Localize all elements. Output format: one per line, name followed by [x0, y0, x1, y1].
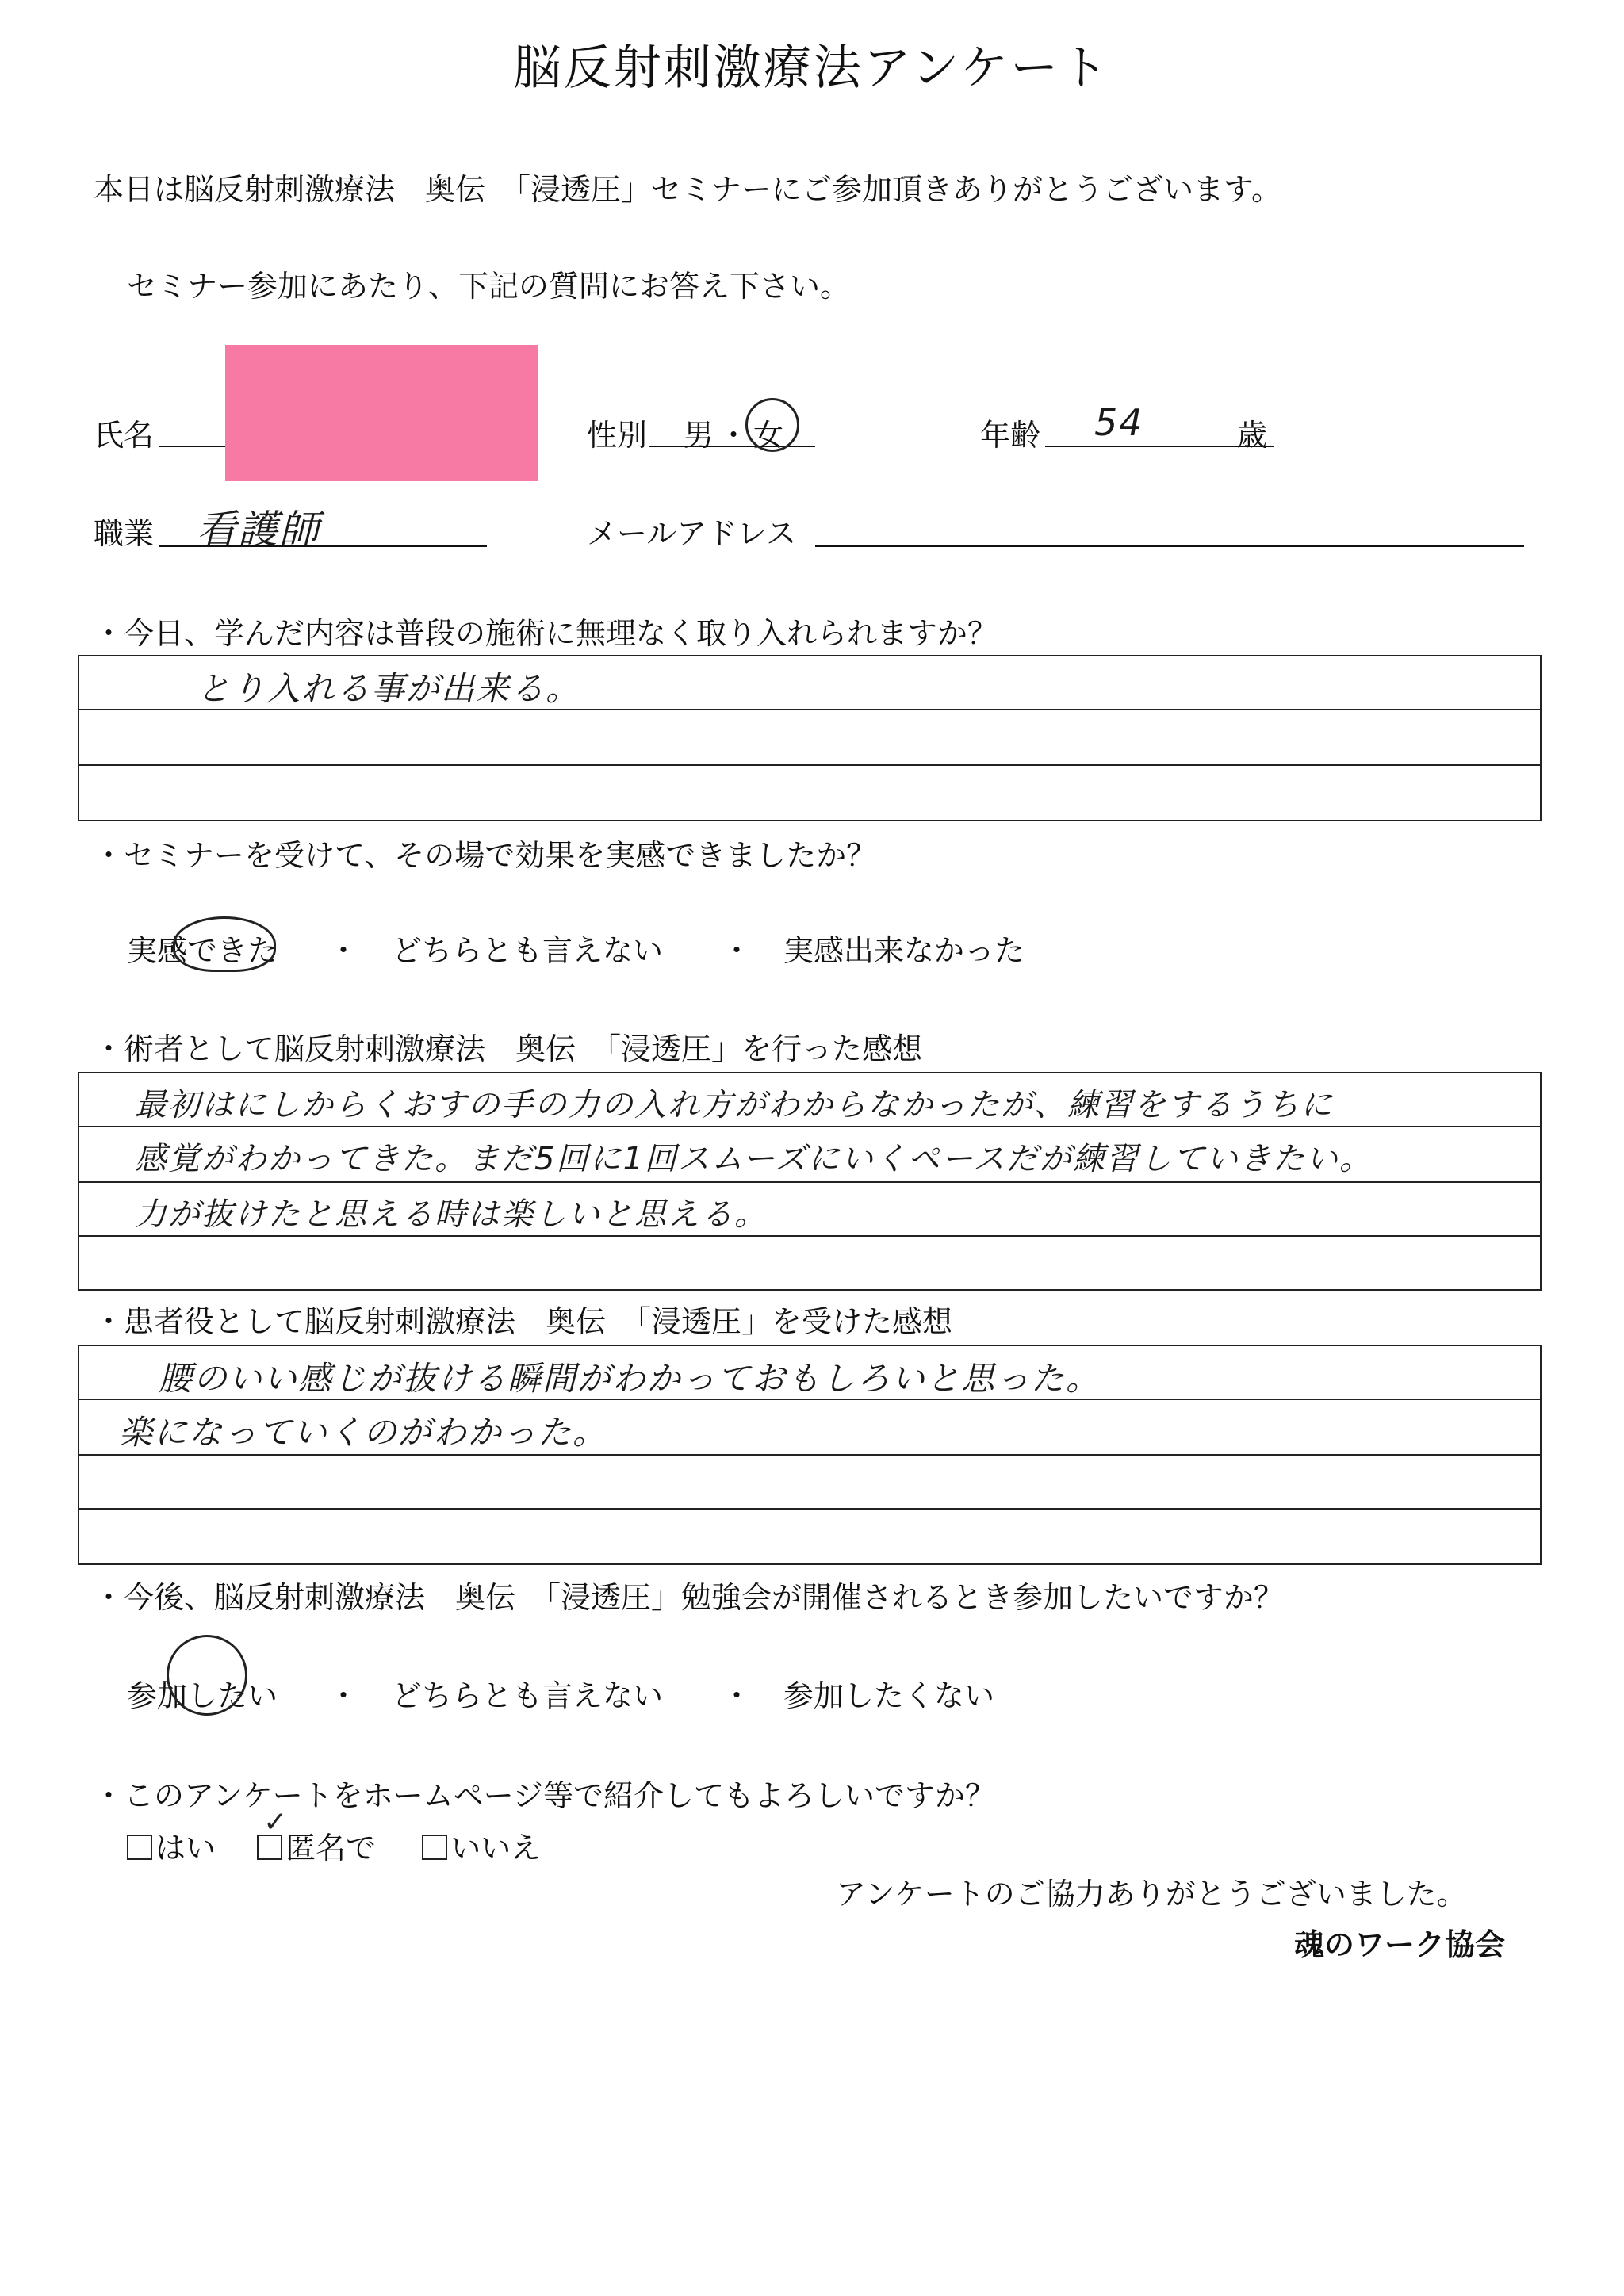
gender-options: 男・女 — [684, 418, 789, 453]
q2-option-3: 実感出来なかった — [783, 933, 1025, 968]
q2-selected-circle — [173, 916, 276, 972]
q5-option-1: 参加したい — [127, 1678, 278, 1713]
email-label: メールアドレス — [587, 516, 797, 551]
age-value: 54 — [1094, 401, 1144, 444]
q5-option-2: どちらとも言えない — [392, 1678, 664, 1713]
q4-question: ・患者役として脳反射刺激療法 奥伝 「浸透圧」を受けた感想 — [94, 1304, 953, 1339]
gender-underline — [649, 446, 815, 447]
q2-separator-1: ・ — [328, 933, 359, 968]
q2-question: ・セミナーを受けて、その場で効果を実感できましたか？ — [94, 838, 877, 873]
q1-answer-box — [78, 655, 1542, 821]
closing-thanks: アンケートのご協力ありがとうございました。 — [836, 1877, 1467, 1911]
q3-answer-line-3: 力が抜けたと思える時は楽しいと思える。 — [135, 1196, 768, 1233]
check-mark-icon: ✓ — [263, 1806, 288, 1839]
organization-name: 魂のワーク協会 — [1294, 1927, 1506, 1962]
name-label: 氏名 — [94, 418, 155, 453]
q3-answer-line-1: 最初はにしからくおすの手の力の入れ方がわからなかったが、練習をするうちに — [135, 1087, 1334, 1123]
q1-rule — [79, 764, 1540, 766]
page-title: 脳反射刺激療法アンケート — [513, 40, 1111, 96]
q5-separator-2: ・ — [722, 1678, 753, 1713]
q1-answer-line-1: とり入れる事が出来る。 — [197, 669, 581, 708]
q4-answer-box — [78, 1345, 1542, 1565]
q6-question: ・このアンケートをホームページ等で紹介してもよろしいですか？ — [94, 1778, 995, 1813]
q2-separator-2: ・ — [722, 933, 753, 968]
gender-label: 性別 — [587, 418, 648, 453]
age-unit: 歳 — [1237, 418, 1268, 453]
q1-question: ・今日、学んだ内容は普段の施術に無理なく取り入れられますか？ — [94, 616, 998, 651]
q5-separator-1: ・ — [328, 1678, 359, 1713]
q6-options — [127, 1806, 542, 1867]
intro-line-2: セミナー参加にあたり、下記の質問にお答え下さい。 — [127, 269, 851, 304]
checkbox-yes — [127, 1835, 152, 1860]
q5-selected-circle — [167, 1635, 247, 1716]
q6-option-yes-label: はい — [155, 1831, 216, 1866]
occupation-value: 看護師 — [197, 507, 320, 553]
intro-line-1: 本日は脳反射刺激療法 奥伝 「浸透圧」セミナーにご参加頂きありがとうございます。 — [94, 172, 1281, 207]
q3-rule — [79, 1126, 1540, 1127]
q3-question: ・術者として脳反射刺激療法 奥伝 「浸透圧」を行った感想 — [94, 1031, 923, 1066]
name-redaction — [225, 345, 538, 481]
email-underline — [815, 545, 1524, 547]
q6-option-no — [422, 1823, 541, 1867]
q5-question: ・今後、脳反射刺激療法 奥伝 「浸透圧」勉強会が開催されるとき参加したいですか？ — [94, 1580, 1285, 1615]
gender-selected-circle — [745, 398, 799, 452]
q4-answer-line-1: 腰のいい感じが抜ける瞬間がわかっておもしろいと思った。 — [159, 1359, 1101, 1398]
q6-option-anonymous — [257, 1806, 377, 1867]
q4-answer-line-2: 楽になっていくのがわかった。 — [119, 1413, 608, 1452]
occupation-underline — [159, 545, 487, 547]
q2-option-2: どちらとも言えない — [392, 933, 664, 968]
checkbox-no — [422, 1835, 447, 1860]
occupation-label: 職業 — [94, 516, 155, 551]
q6-option-yes — [127, 1823, 216, 1867]
q3-answer-box — [78, 1072, 1542, 1291]
q2-option-1: 実感できた — [127, 933, 278, 968]
q5-option-3: 参加したくない — [783, 1678, 995, 1713]
q6-option-anonymous-label: 匿名で — [285, 1831, 377, 1866]
q3-answer-line-2: 感覚がわかってきた。まだ5回に1回スムーズにいくペースだが練習していきたい。 — [135, 1141, 1373, 1177]
q3-rule — [79, 1181, 1540, 1183]
q3-rule — [79, 1235, 1540, 1237]
q4-rule — [79, 1508, 1540, 1510]
age-label: 年齢 — [980, 418, 1041, 453]
q6-option-no-label: いいえ — [450, 1831, 542, 1866]
q4-rule — [79, 1454, 1540, 1456]
